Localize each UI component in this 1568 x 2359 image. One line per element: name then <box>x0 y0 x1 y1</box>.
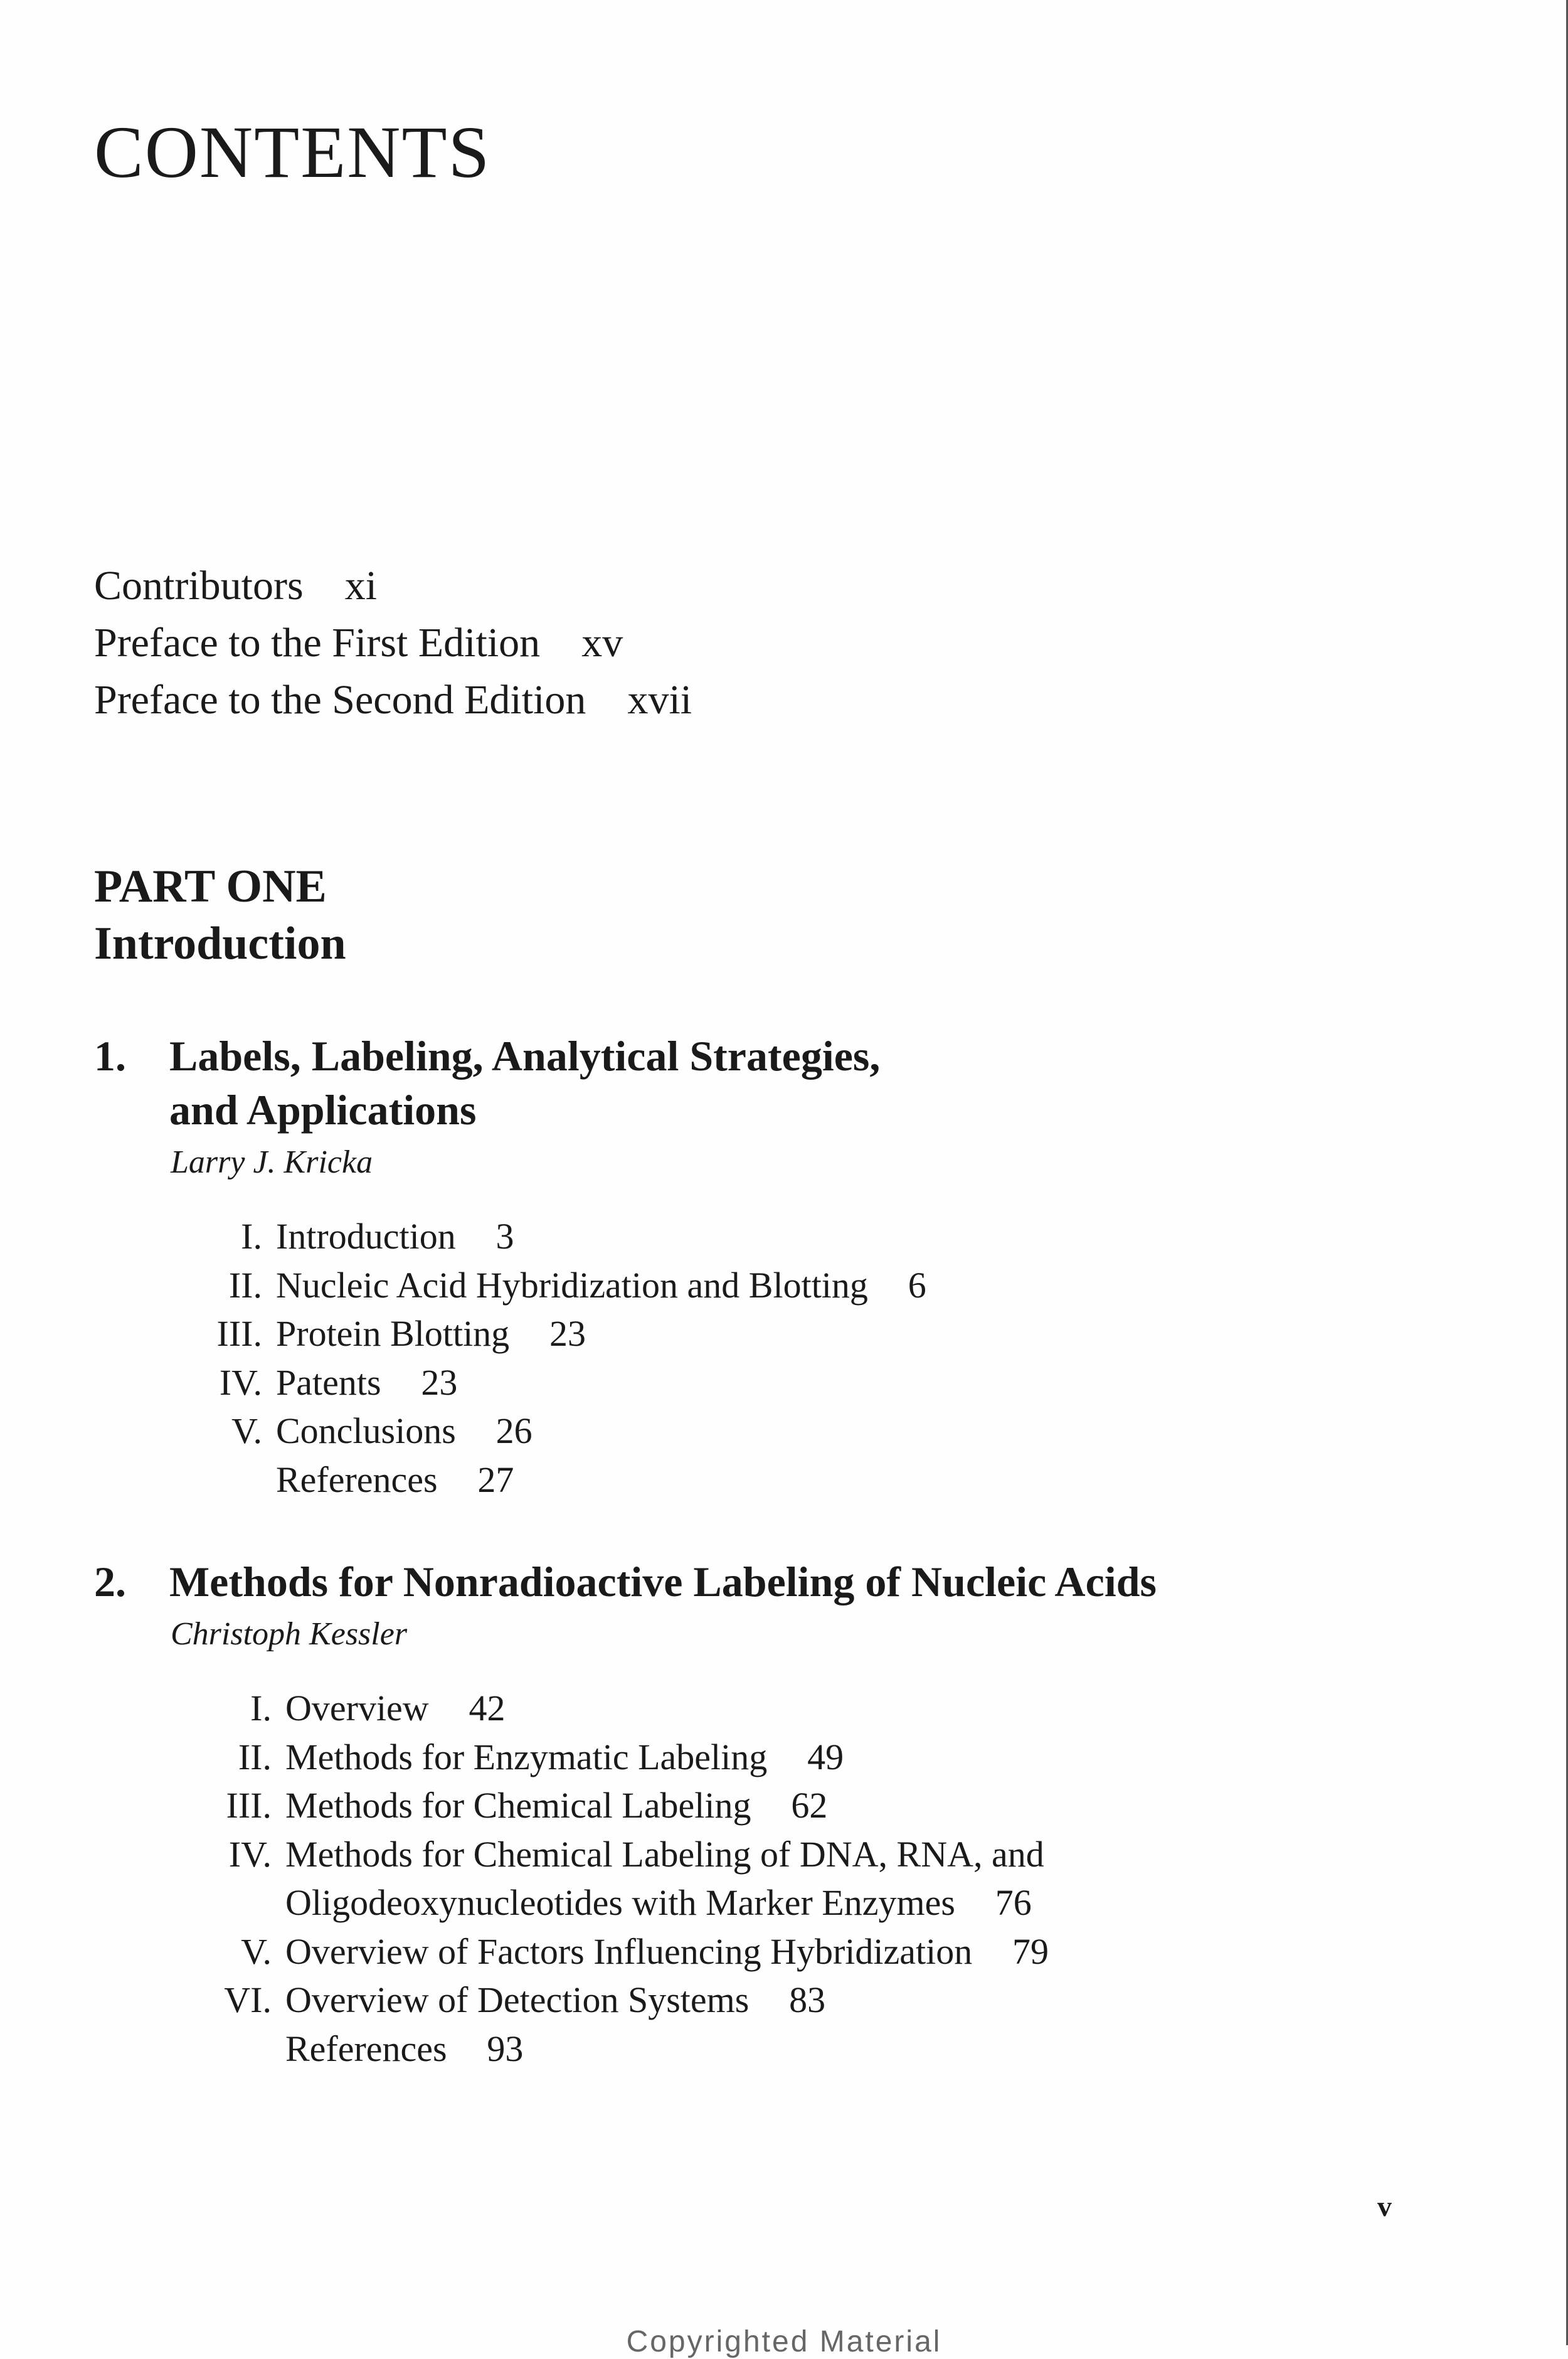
section-entry[interactable] <box>216 1309 926 1358</box>
section-title: References <box>285 2028 447 2069</box>
section-numeral: VI. <box>224 1979 272 2020</box>
front-matter-label: Contributors <box>94 563 304 609</box>
section-title: Overview of Detection Systems <box>285 1979 750 2020</box>
section-entry[interactable] <box>231 1407 926 1456</box>
section-entry[interactable] <box>250 1684 1157 1733</box>
section-numeral: III. <box>226 1785 272 1826</box>
copyright-footer: Copyrighted Material <box>626 2325 942 2358</box>
section-numeral: II. <box>238 1736 272 1777</box>
front-matter-list <box>94 557 692 728</box>
section-entry[interactable] <box>226 1781 1157 1830</box>
page-folio: v <box>1377 2190 1392 2222</box>
front-matter-label: Preface to the Second Edition <box>94 677 586 723</box>
section-title: Protein Blotting <box>276 1313 510 1354</box>
section-title: References <box>276 1459 438 1500</box>
section-page: 23 <box>421 1361 458 1403</box>
section-entry[interactable] <box>238 1733 1157 1782</box>
section-title: Patents <box>276 1361 381 1403</box>
front-matter-page: xvii <box>627 677 692 723</box>
section-page: 6 <box>908 1264 926 1306</box>
section-numeral: II. <box>228 1264 262 1306</box>
page-title: CONTENTS <box>94 111 491 193</box>
section-list <box>224 1684 1157 2073</box>
section-entry[interactable] <box>241 1927 1157 1976</box>
chapter-title-line: Labels, Labeling, Analytical Strategies, <box>169 1032 881 1080</box>
section-list <box>216 1212 926 1504</box>
section-title: Nucleic Acid Hybridization and Blotting <box>276 1264 868 1306</box>
section-numeral: I. <box>241 1216 262 1257</box>
chapter-title-line: Methods for Nonradioactive Labeling of Nucleic Acids <box>169 1558 1157 1606</box>
front-matter-page: xv <box>581 620 623 666</box>
section-entry[interactable] <box>285 2025 1157 2074</box>
section-entry[interactable] <box>224 1976 1157 2025</box>
section-page: 23 <box>549 1313 586 1354</box>
section-page: 26 <box>495 1410 532 1451</box>
chapter-title[interactable] <box>169 1555 1157 1609</box>
section-page: 62 <box>791 1785 828 1826</box>
part-name: Introduction <box>94 918 346 969</box>
section-title: Introduction <box>276 1216 456 1257</box>
section-page: 79 <box>1012 1930 1049 1972</box>
front-matter-page: xi <box>344 563 378 609</box>
section-numeral: IV. <box>228 1833 272 1875</box>
section-title: Conclusions <box>276 1410 456 1451</box>
front-matter-item[interactable] <box>94 557 692 614</box>
section-entry[interactable] <box>276 1456 926 1504</box>
chapter-title[interactable] <box>169 1029 926 1137</box>
section-numeral: IV. <box>219 1361 262 1403</box>
chapter-number: 1. <box>94 1032 126 1080</box>
section-title: Overview <box>285 1688 429 1728</box>
section-title: Methods for Chemical Labeling <box>285 1785 751 1826</box>
section-entry[interactable] <box>228 1261 926 1310</box>
chapter-1 <box>94 1029 926 1504</box>
chapter-author: Larry J. Kricka <box>171 1144 373 1180</box>
section-page: 27 <box>477 1459 514 1500</box>
section-page: 93 <box>487 2028 524 2069</box>
front-matter-label: Preface to the First Edition <box>94 620 541 666</box>
section-entry[interactable] <box>219 1358 926 1407</box>
chapter-number: 2. <box>94 1558 126 1606</box>
front-matter-item[interactable] <box>94 614 692 671</box>
section-title: Overview of Factors Influencing Hybridization <box>285 1930 973 1972</box>
section-page: 76 <box>995 1882 1032 1923</box>
section-numeral: I. <box>250 1688 272 1728</box>
section-page: 42 <box>469 1688 506 1728</box>
section-numeral: III. <box>216 1313 262 1354</box>
section-page: 49 <box>807 1736 844 1777</box>
chapter-author: Christoph Kessler <box>171 1616 408 1652</box>
section-page: 83 <box>789 1979 826 2020</box>
section-page: 3 <box>495 1216 514 1257</box>
section-title: Methods for Chemical Labeling of DNA, RNA, and <box>285 1833 1044 1875</box>
chapter-2 <box>94 1555 1157 2073</box>
front-matter-item[interactable] <box>94 671 692 728</box>
section-entry[interactable] <box>228 1830 1157 1927</box>
part-heading <box>94 858 346 972</box>
section-numeral: V. <box>231 1410 262 1451</box>
section-title: Methods for Enzymatic Labeling <box>285 1736 768 1777</box>
part-label: PART ONE <box>94 861 327 912</box>
chapter-title-line: and Applications <box>169 1086 477 1134</box>
section-numeral: V. <box>241 1930 272 1972</box>
section-title-continued: Oligodeoxynucleotides with Marker Enzymes <box>285 1882 955 1923</box>
section-entry[interactable] <box>241 1212 926 1261</box>
